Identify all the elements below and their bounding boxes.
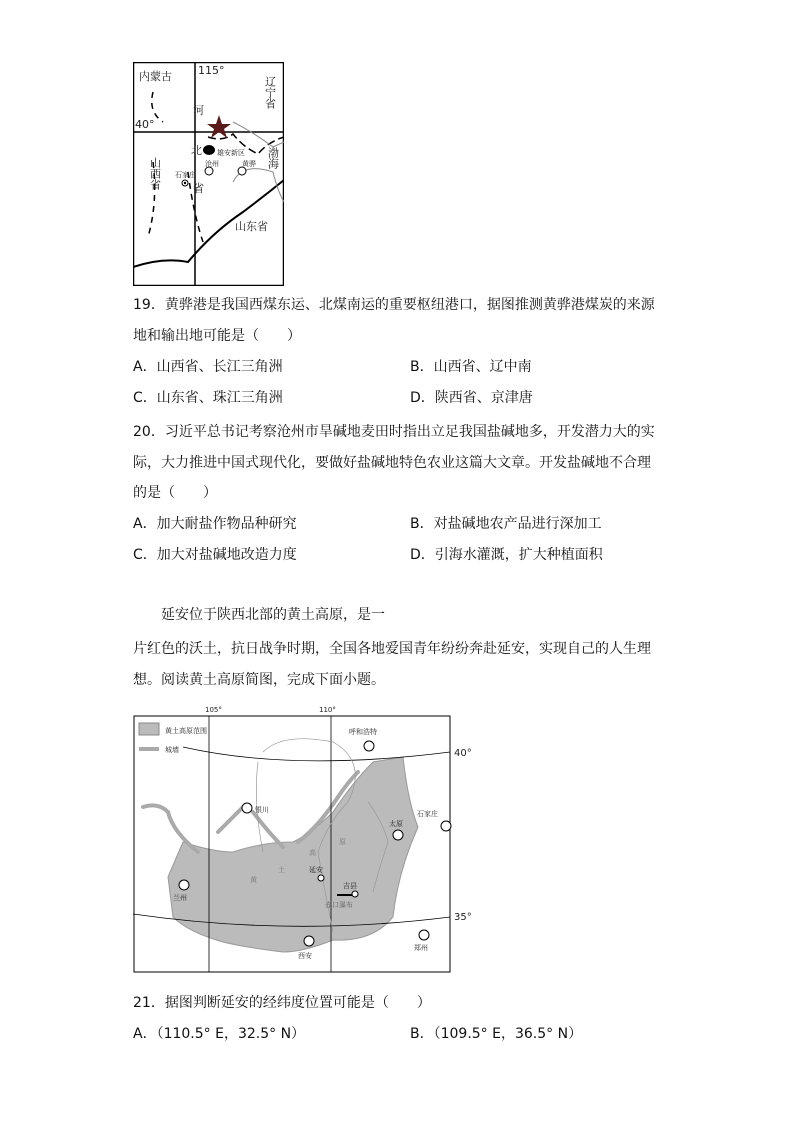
label-zhengzhou: 郑州 — [414, 944, 428, 952]
q19-option-d[interactable]: D．陕西省、京津唐 — [410, 390, 533, 406]
label-cangzhou: 沧州 — [205, 160, 219, 168]
q20-option-a[interactable]: A．加大耐盐作物品种研究 — [133, 516, 297, 532]
label-jixian: 吉县 — [343, 882, 357, 890]
label-hohhot: 呼和浩特 — [349, 728, 377, 736]
label-yanan: 延安 — [309, 866, 323, 874]
label-shanxi: 山西省 — [148, 157, 162, 190]
q20-stem-3: 的是（ ） — [133, 485, 217, 501]
q19-stem-1: 19．黄骅港是我国西煤东运、北煤南运的重要枢纽港口，据图推测黄骅港煤炭的来源 — [133, 297, 655, 313]
label-40: 40° — [454, 748, 472, 759]
q20-option-d[interactable]: D．引海水灌溉，扩大种植面积 — [410, 547, 603, 563]
q19-option-a[interactable]: A．山西省、长江三角洲 — [133, 359, 283, 375]
label-110: 110° — [319, 706, 336, 714]
label-bohai: 渤海 — [266, 147, 280, 169]
q19-stem-2: 地和输出地可能是（ ） — [133, 328, 301, 344]
q19-option-b[interactable]: B．山西省、辽中南 — [410, 359, 532, 375]
label-105: 105° — [205, 706, 222, 714]
q21-option-b[interactable]: B．（109.5° E，36.5° N） — [410, 1026, 583, 1042]
legend-wall: 城墙 — [165, 746, 179, 754]
loess-plateau-map — [133, 702, 478, 974]
label-bei: 北 — [191, 144, 202, 157]
legend-plateau: 黄土高原范围 — [165, 727, 207, 735]
label-shandong: 山东省 — [235, 220, 268, 233]
label-lanzhou: 兰州 — [173, 894, 187, 902]
label-huanghua: 黄骅 — [242, 160, 256, 168]
label-shijiazhuang: 石家庄 — [175, 171, 196, 179]
label-lat: 40° — [135, 118, 155, 131]
label-gao: 高 — [309, 849, 316, 857]
q20-option-c[interactable]: C．加大对盐碱地改造力度 — [133, 547, 297, 563]
label-yinchuan: 银川 — [255, 806, 269, 814]
label-hukou: 壶口瀑布 — [325, 901, 353, 909]
label-inner-mongolia: 内蒙古 — [139, 70, 172, 83]
label-sheng: 省 — [193, 182, 204, 195]
q21-stem: 21．据图判断延安的经纬度位置可能是（ ） — [133, 995, 431, 1011]
label-liaoning: 辽宁省 — [263, 76, 277, 109]
label-taiyuan: 太原 — [389, 820, 403, 828]
passage-line-3: 想。阅读黄土高原简图，完成下面小题。 — [133, 672, 385, 688]
q20-stem-1: 20．习近平总书记考察沧州市旱碱地麦田时指出立足我国盐碱地多，开发潜力大的实 — [133, 424, 655, 440]
label-huang: 黄 — [250, 876, 257, 884]
label-35: 35° — [454, 912, 472, 923]
passage-line-2: 片红色的沃土，抗日战争时期，全国各地爱国青年纷纷奔赴延安，实现自己的人生理 — [133, 641, 651, 657]
hebei-map — [133, 62, 284, 286]
label-yuan: 原 — [339, 838, 346, 846]
q21-option-a[interactable]: A．（110.5° E，32.5° N） — [133, 1026, 306, 1042]
label-he: 河 — [193, 104, 204, 117]
label-xian: 西安 — [298, 952, 312, 960]
label-tu: 土 — [278, 866, 285, 874]
q20-option-b[interactable]: B．对盐碱地农产品进行深加工 — [410, 516, 602, 532]
q20-stem-2: 际，大力推进中国式现代化，要做好盐碱地特色农业这篇大文章。开发盐碱地不合理 — [133, 455, 651, 471]
label-xiongan: 雄安新区 — [217, 149, 245, 157]
passage-line-1: 延安位于陕西北部的黄土高原，是一 — [161, 607, 385, 623]
label-lon: 115° — [198, 64, 225, 77]
q19-option-c[interactable]: C．山东省、珠江三角洲 — [133, 390, 283, 406]
label-shijiazhuang-2: 石家庄 — [417, 810, 438, 818]
